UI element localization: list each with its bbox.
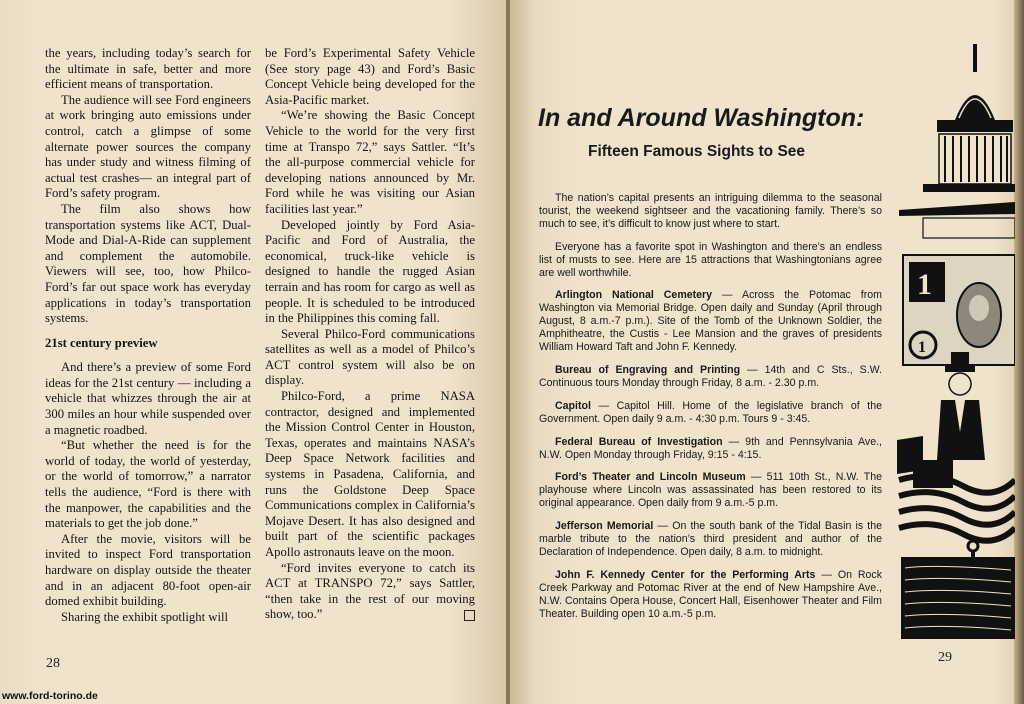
- sight-text: — On the south bank of the Tidal Basin is the marble tribute to the nation’s third president and author of the Declaration of Independence. Open daily, 8 a.m. to midnight.: [539, 520, 882, 558]
- sight-name: Jefferson Memorial: [555, 520, 654, 533]
- left-column-1: [45, 46, 251, 625]
- paragraph: “But whether the need is for the world of today, the world of yesterday, or the world of tomorrow,” a narrator tells the audience, “Ford is there with the manpower, the capabilities and the materials to get the job done.”: [45, 438, 251, 531]
- paragraph: Sharing the exhibit spotlight will: [61, 609, 229, 624]
- sight-name: Bureau of Engraving and Printing: [555, 363, 741, 376]
- left-page: [0, 0, 508, 704]
- sight-name: Ford’s Theater and Lincoln Museum: [555, 471, 746, 484]
- sight-entry: [539, 400, 882, 426]
- section-heading: 21st century preview: [45, 335, 158, 350]
- svg-text:1: 1: [917, 268, 932, 301]
- page-number-right: 29: [938, 650, 952, 665]
- sights-list: [539, 289, 882, 620]
- declaration-document-icon: [901, 557, 1015, 639]
- page-number-left: 28: [46, 656, 60, 671]
- intro-paragraph: Everyone has a favorite spot in Washington and there’s an endless list of musts to see. Here are 15 attractions that Washingtonians agree are well worthwhile.: [539, 240, 882, 279]
- paragraph: be Ford’s Experimental Safety Vehicle (See story page 43) and Ford’s Basic Concept Vehicle being developed for the Asia-Pacific market.: [265, 46, 475, 107]
- closing-quote: “Ford invites everyone to catch its ACT at TRANSPO 72,” says Sattler, “then take in the rest of our moving show, too.”: [265, 560, 475, 622]
- sight-name: Arlington National Cemetery: [555, 289, 713, 302]
- paragraph: Developed jointly by Ford Asia-Pacific and Ford of Australia, the economical, truck-like vehicle is designed to handle the rugged Asian terrain and has room for cargo as well as people. It is scheduled to be introduced in the Philippines this coming fall.: [265, 217, 475, 326]
- left-column-2: [265, 46, 475, 623]
- sight-entry: [539, 520, 882, 559]
- paragraph: After the movie, visitors will be invited to inspect Ford transportation hardware on display outside the theater and in an adjacent 80-foot open-air domed exhibit building.: [45, 531, 251, 609]
- paragraph: Several Philco-Ford communications satellites as well as a model of Philco’s ACT control system will also be on display.: [265, 326, 475, 388]
- paragraph: [265, 561, 475, 623]
- paragraph: And there’s a preview of some Ford ideas for the 21st century — including a vehicle that whizzes through the air at 300 miles an hour while suspended over a magnetic roadbed.: [45, 360, 251, 437]
- sight-text: — Across the Potomac from Washington via Memorial Bridge. Open daily and Sunday (April through August, 8 a.m.-7 p.m.). Site of the Tomb of the Unknown Soldier, the Amphitheatre, the Custis - Lee Mansion and the graves of presidents William Howard Taft and John F. Kennedy.: [539, 289, 882, 354]
- paragraph: the years, including today’s search for the ultimate in safe, better and more efficient means of transportation.: [45, 46, 251, 92]
- dollar-bill-icon: [903, 255, 1015, 365]
- intro-paragraph: The nation’s capital presents an intriguing dilemma to the seasonal tourist, the weekend sightseer and the vacationing family. There’s so much to see, it’s difficult to know just where to start.: [539, 192, 882, 230]
- sight-entry: [539, 436, 882, 462]
- article-subtitle: Fifteen Famous Sights to See: [588, 143, 806, 160]
- sight-entry: [539, 569, 882, 621]
- capitol-dome-icon: [899, 44, 1015, 238]
- sight-entry: [539, 289, 882, 354]
- paragraph: The film also shows how transportation systems like ACT, Dual-Mode and Dial-A-Ride can supplement and complement the automobile. Viewers will see, too, how Philco-Ford’s far out space work has everyday applications in today’s transportation systems.: [45, 201, 251, 326]
- page-edge: [1014, 0, 1024, 704]
- man-with-hat-icon: [937, 352, 985, 460]
- sight-entry: [539, 364, 882, 390]
- paragraph: The audience will see Ford engineers at work bringing auto emissions under control, catch a glimpse of some alternate power sources the company has under study and witness filming of actual test crashes— an integral part of Ford’s safety program.: [45, 92, 251, 201]
- sight-text: — 14th and C Sts., S.W. Continuous tours Monday through Friday, 8 a.m. - 2.30 p.m.: [539, 363, 882, 389]
- sight-text: — 511 10th St., N.W. The playhouse where Lincoln was assassinated has been restored to its original appearance. Open daily from 9 a.m.-5 p.m.: [539, 471, 882, 510]
- article-body: [539, 192, 882, 630]
- washington-collage-illustration: [893, 40, 1015, 640]
- paragraph: “We’re showing the Basic Concept Vehicle to the world for the very first time at Transpo 72,” says Sattler. “It’s the all-purpose commercial vehicle for developing nations announced by Mr. Ford while he was visiting our Asian facilities last year.”: [265, 108, 475, 216]
- sight-text: — 9th and Pennsylvania Ave., N.W. Open Monday through Friday, 9:15 - 4:15.: [539, 435, 882, 461]
- watermark: www.ford-torino.de: [2, 690, 98, 702]
- sight-text: — On Rock Creek Parkway and Potomac River at the end of New Hampshire Ave., N.W. Contains Opera House, Concert Hall, Eisenhower Theater and Film Theater. Building open 10 a.m.-5 p.m.: [539, 568, 882, 620]
- paragraph: Philco-Ford, a prime NASA contractor, designed and implemented the Mission Control Center in Houston, Texas, operates and maintains NASA’s Deep Space Network facilities and systems in Pasadena, California, and runs the Goldstone Deep Space Communications complex in California’s Mojave Desert. It has also designed and built part of the scientific packages Apollo astronauts leave on the moon.: [265, 389, 475, 559]
- sight-name: John F. Kennedy Center for the Performing Arts: [555, 568, 816, 581]
- sight-entry: [539, 471, 882, 510]
- svg-text:1: 1: [918, 339, 926, 356]
- sight-name: Federal Bureau of Investigation: [555, 435, 723, 448]
- end-of-story-icon: [464, 610, 475, 621]
- sight-name: Capitol: [555, 399, 591, 412]
- sight-text: — Capitol Hill. Home of the legislative branch of the Government. Open daily 9 a.m. - 4:30 p.m. Tours 9 - 3:45.: [539, 399, 882, 425]
- article-title: In and Around Washington:: [538, 104, 865, 132]
